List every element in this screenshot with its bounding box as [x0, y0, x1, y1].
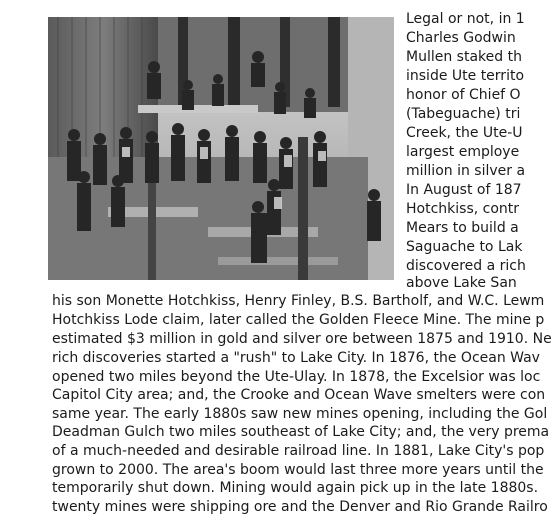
article-text-line: Capitol City area; and, the Crooke and Ocean Wave smelters were con [52, 387, 546, 403]
article-text-line: Creek, the Ute-U [406, 125, 523, 141]
article-text-line: temporarily shut down. Mining would again pick up in the late 1880s. [52, 480, 539, 496]
article-text-line: rich discoveries started a "rush" to Lake City. In 1876, the Ocean Wav [52, 350, 540, 366]
article-text-line: (Tabeguache) tri [406, 106, 521, 122]
article-text-line: discovered a rich [406, 258, 526, 274]
article-text-line: Mullen staked th [406, 49, 522, 65]
article-text-line: Saguache to Lak [406, 239, 523, 255]
article-text-line: In August of 187 [406, 182, 522, 198]
article-text-line: Hotchkiss, contr [406, 201, 520, 217]
article-text-line: opened two miles beyond the Ute-Ulay. In 1878, the Excelsior was loc [52, 369, 541, 385]
photo-image [48, 17, 394, 280]
article-text-line: Charles Godwin [406, 30, 516, 46]
article-text-line: same year. The early 1880s saw new mines opening, including the Gol [52, 406, 548, 422]
article-text-line: million in silver a [406, 163, 526, 179]
article-text-line: Mears to build a [406, 220, 519, 236]
article-text-line: Deadman Gulch two miles southeast of Lake City; and, the very prema [52, 424, 550, 440]
article-text-line: of a much-needed and desirable railroad line. In 1881, Lake City's pop [52, 443, 545, 459]
article-text-line: estimated $3 million in gold and silver ore between 1875 and 1910. Ne [52, 331, 552, 347]
article-text-line: honor of Chief O [406, 87, 521, 103]
article-text-line: Legal or not, in 1 [406, 11, 525, 27]
article-text-line: grown to 2000. The area's boom would last three more years until the [52, 462, 544, 478]
article-text-line: inside Ute territo [406, 68, 525, 84]
article-text-line: his son Monette Hotchkiss, Henry Finley, B.S. Bartholf, and W.C. Lewm [52, 293, 545, 309]
article-text-line: largest employe [406, 144, 520, 160]
historic-miners-photo [48, 17, 394, 280]
article-text-line: above Lake San [406, 275, 517, 291]
article-text-line: Hotchkiss Lode claim, later called the Golden Fleece Mine. The mine p [52, 312, 545, 328]
article-text-line: twenty mines were shipping ore and the Denver and Rio Grande Railro [52, 499, 548, 515]
